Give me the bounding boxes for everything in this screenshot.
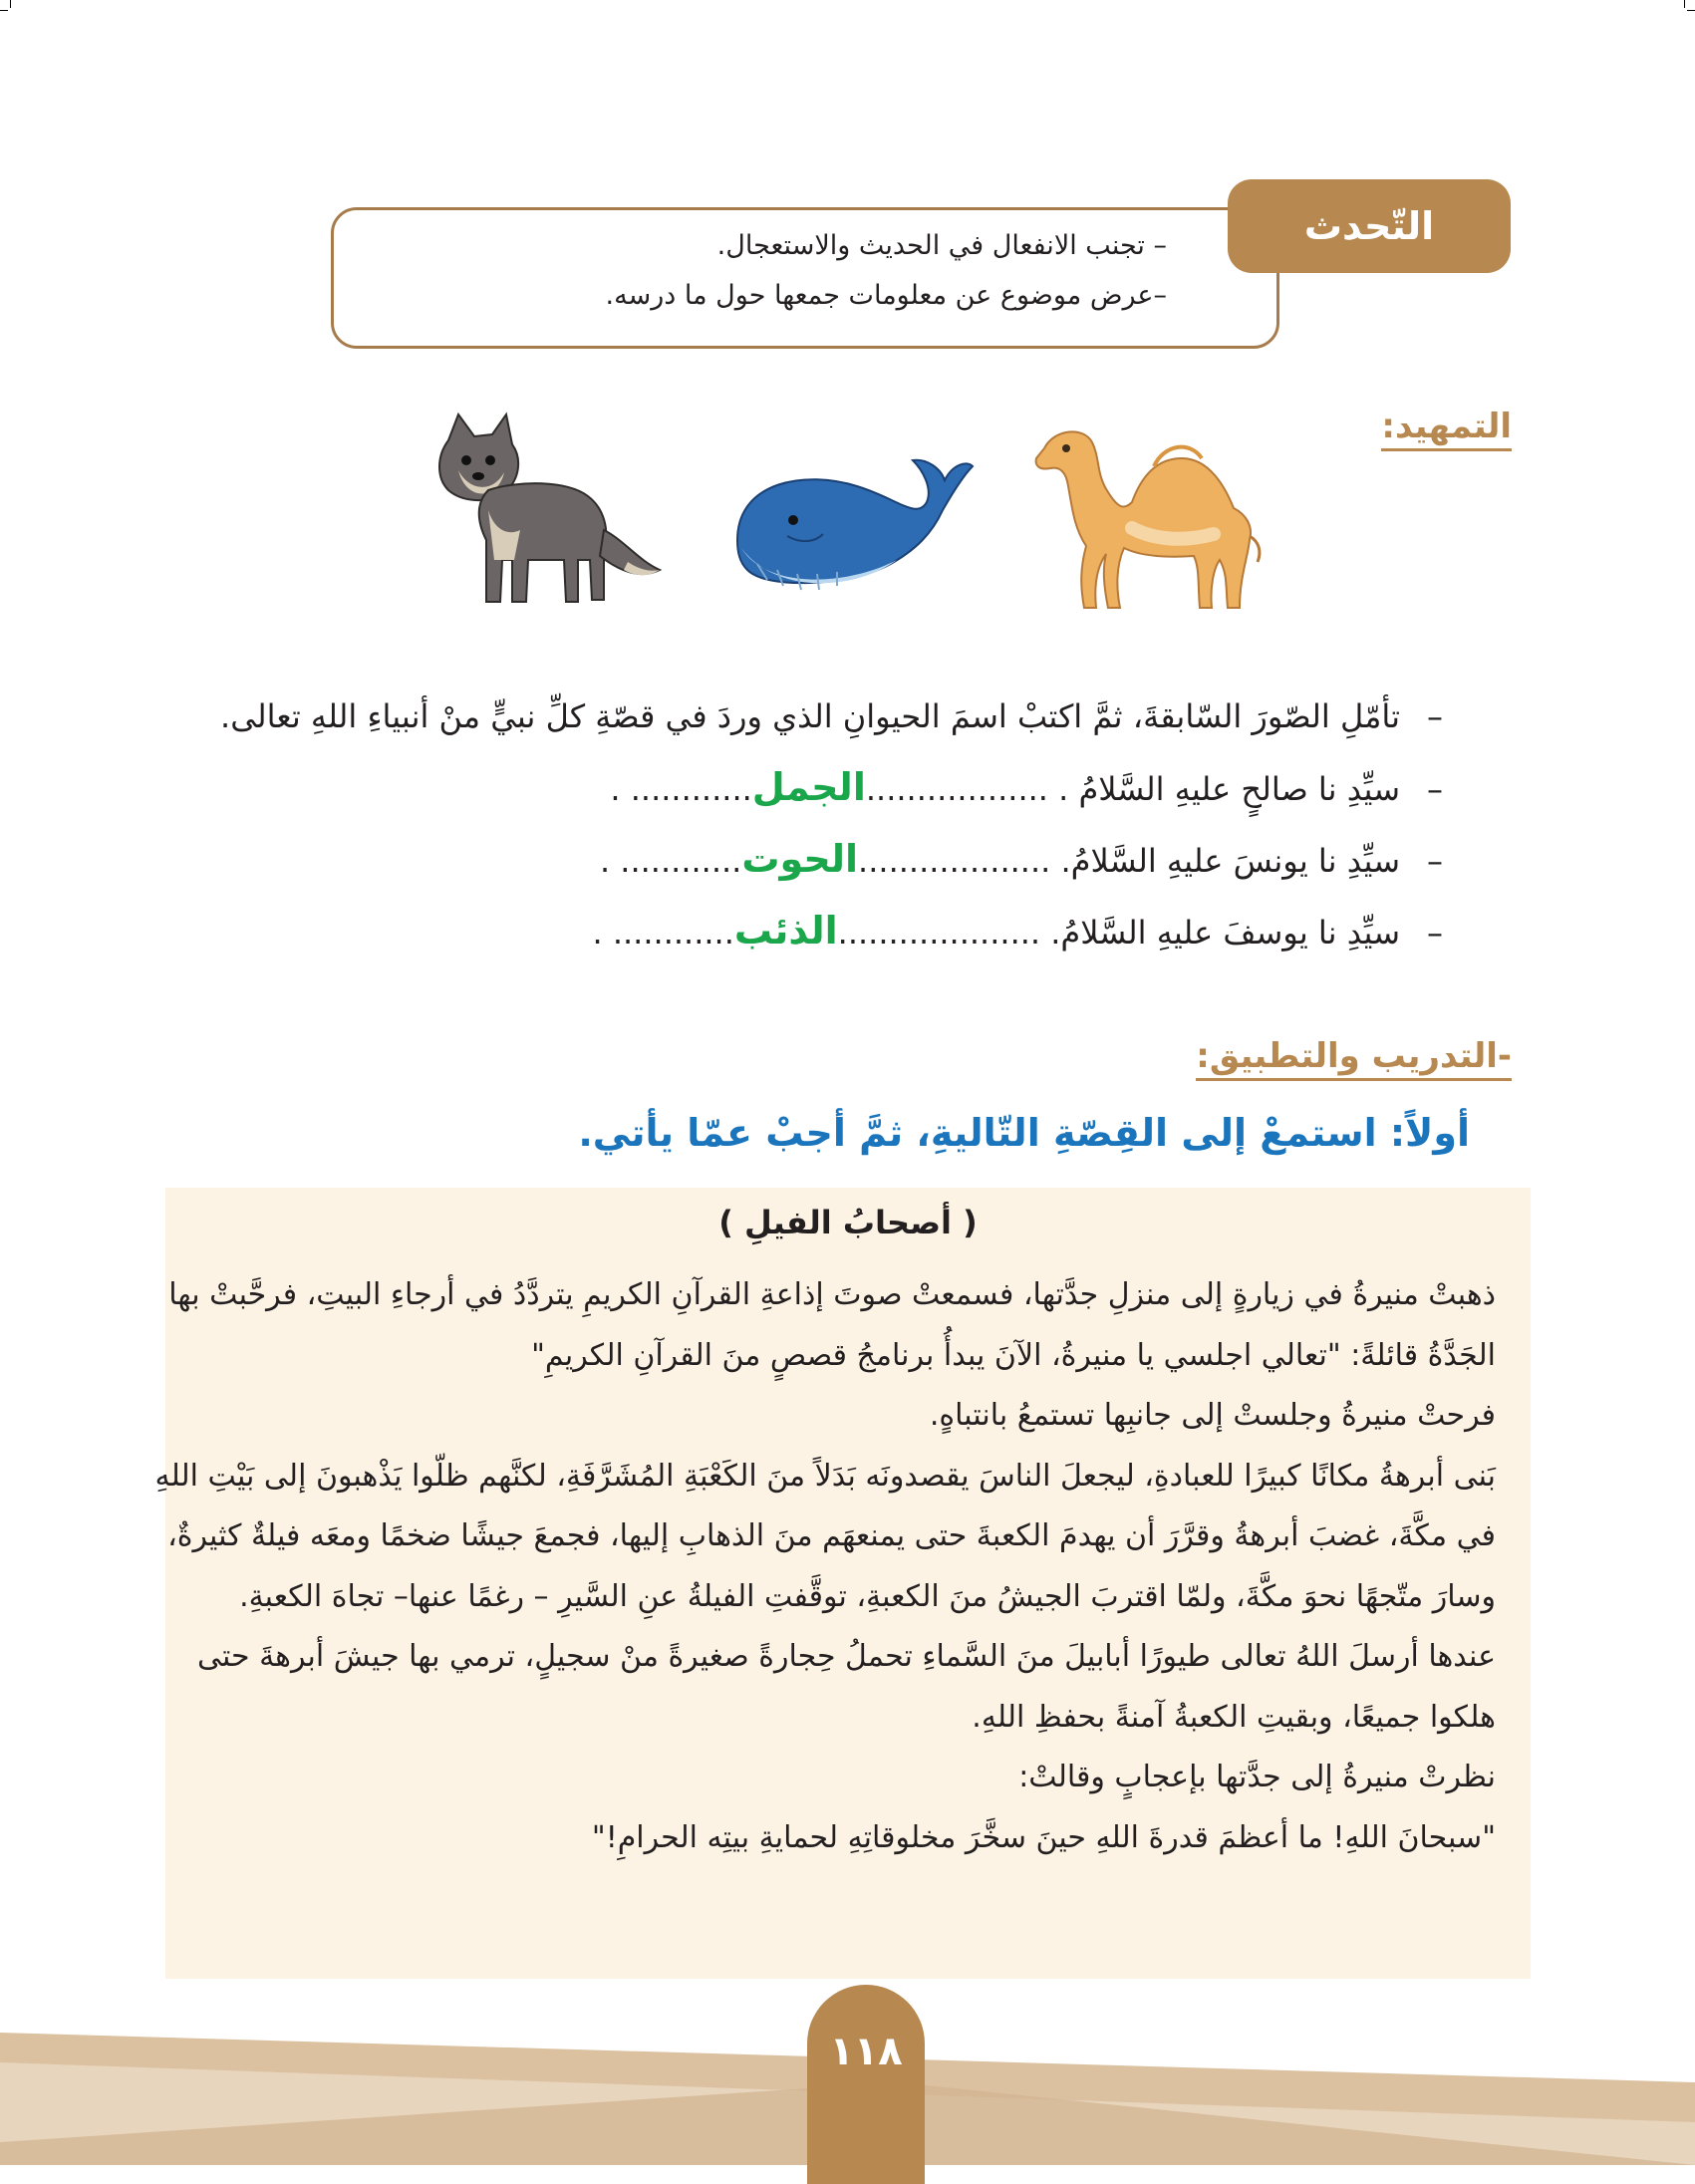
answer-text: الذئب [733,909,838,953]
story-line: الجَدَّةُ قائلةً: "تعالي اجلسي يا منيرةُ، الآنَ يبدأُ برنامجُ قصصٍ منَ القرآنِ الكريمِ" [531,1337,1496,1373]
answer-dots: ............ [610,842,742,880]
question-prompt: سيِّدِ نا صالحٍ عليهِ السَّلامُ . [1058,770,1400,808]
answer-dots: .................... [837,914,1051,952]
answer-dots: ................... [858,842,1061,880]
speaking-tab [1228,179,1511,273]
wolf-image [428,410,664,612]
question-row [600,837,1470,881]
page-number: ١١٨ [829,2029,903,2074]
answer-text: الجمل [751,765,866,809]
question-row [610,765,1470,809]
story-line: هلكوا جميعًا، وبقيتِ الكعبةُ آمنةً بحفظِ اللهِ. [972,1699,1496,1735]
speaking-tab-label: التّحدث [1303,204,1435,248]
answer-text: الحوت [741,837,859,881]
story-line: بَنى أبرهةُ مكانًا كبيرًا للعبادةِ، ليجعلَ الناسَ يقصدونَه بَدَلاً منَ الكَعْبَةِ المُشَرَّفَةِ، لكنَّهم ظلّوا يَذْهبونَ إلى بَيْتِ اللهِ [154,1458,1496,1494]
story-line: عندها أرسلَ اللهُ تعالى طيورًا أبابيلَ منَ السَّماءِ تحملُ حِجارةً صغيرةً منْ سجيلٍ، ترمي بها جيشَ أبرهةَ حتى [196,1639,1496,1674]
story-line: وسارَ متّجهًا نحوَ مكَّةَ، ولمّا اقتربَ الجيشُ منَ الكعبةِ، توقَّفتِ الفيلةُ عنِ السَّيرِ – رغمًا عنها– تجاهَ الكعبةِ. [239,1578,1496,1614]
question-tail: . [592,914,603,952]
answer-dots: ............ [602,914,734,952]
crop-mark [1687,10,1695,11]
bullet-dash: – [1427,842,1443,880]
objective-item: – تجنب الانفعال في الحديث والاستعجال. [716,230,1167,261]
camel-image [1014,418,1273,624]
story-line: ذهبتْ منيرةُ في زيارةٍ إلى منزلِ جدَّتها، فسمعتْ صوتَ إذاعةِ القرآنِ الكريمِ يتردَّدُ في أرجاءِ البيتِ، فرحَّبتْ بها [168,1277,1496,1312]
crop-mark [10,0,11,8]
whale-image [727,440,977,605]
question-tail: . [610,770,621,808]
intro-title: التمهيد: [1381,407,1512,451]
objective-item: –عرض موضوع عن معلومات جمعها حول ما درسه. [605,280,1167,311]
story-line: فرحتْ منيرةُ وجلستْ إلى جانبِها تستمعُ بانتباهٍ. [929,1398,1496,1433]
story-text [154,1265,1496,1868]
story-line: نظرتْ منيرةُ إلى جدَّتها بإعجابٍ وقالتْ: [1018,1760,1496,1794]
answer-dots: .................. [865,770,1059,808]
question-prompt: سيِّدِ نا يوسفَ عليهِ السَّلامُ. [1050,914,1400,952]
practice-title: -التدريب والتطبيق: [1196,1036,1512,1081]
question-row [592,909,1470,953]
answer-dots: ............ [620,770,752,808]
crop-mark [1684,0,1685,8]
bullet-dash: – [1427,697,1443,735]
story-title: ( أصحابُ الفيلِ ) [718,1204,978,1241]
bullet-dash: – [1427,770,1443,808]
crop-mark [0,10,8,11]
speaking-objectives [469,221,1167,321]
instruction-text: تأمّلِ الصّورَ السّابقةَ، ثمَّ اكتبْ اسمَ الحيوانِ الذي وردَ في قصّةِ كلِّ نبيٍّ منْ أنبياءِ اللهِ تعالى. [220,697,1400,735]
practice-task: أولاً: استمعْ إلى القِصّةِ التّاليةِ، ثمَّ أجبْ عمّا يأتي. [578,1111,1470,1155]
story-line: "سبحانَ اللهِ! ما أعظمَ قدرةَ اللهِ حينَ سخَّرَ مخلوقاتِهِ لحمايةِ بيتِه الحرامِ!" [591,1819,1496,1855]
story-line: في مكَّةَ، غضبَ أبرهةُ وقرَّرَ أن يهدمَ الكعبةَ حتى يمنعهَم منَ الذهابِ إليها، فجمعَ جيشًا ضخمًا ومعَه فيلةٌ كثيرةٌ، [167,1518,1496,1553]
bullet-dash: – [1427,914,1443,952]
question-tail: . [599,842,611,880]
question-prompt: سيِّدِ نا يونسَ عليهِ السَّلامُ. [1060,842,1400,880]
intro-instruction [220,697,1470,735]
page-number-badge [807,1985,925,2184]
